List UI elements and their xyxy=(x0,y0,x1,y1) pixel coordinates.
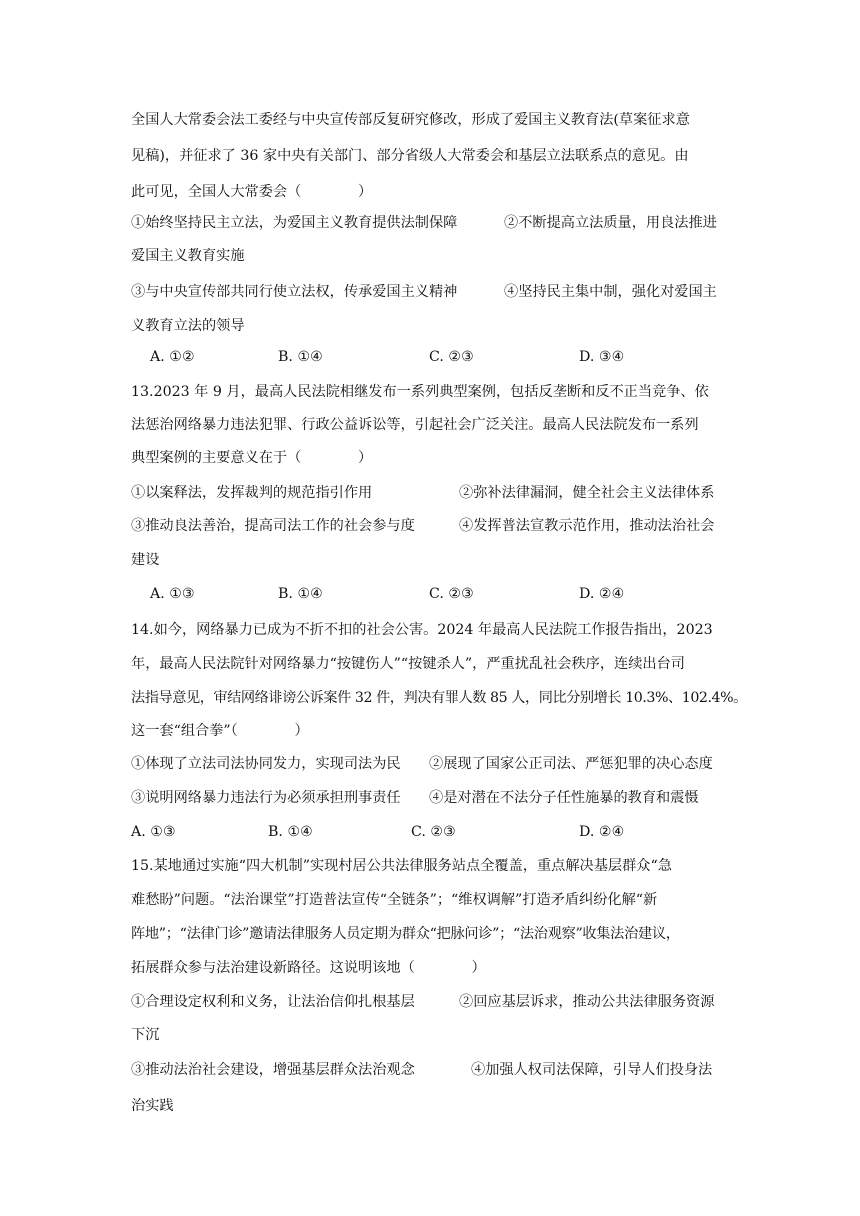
q13-option-a: A. ①③ xyxy=(150,586,195,602)
q15-statement-3: ③推动法治社会建设，增强基层群众法治观念 xyxy=(131,1062,415,1078)
q14-option-b: B. ①④ xyxy=(268,824,313,840)
q13-option-b: B. ①④ xyxy=(278,586,323,602)
q12-stem-line: 全国人大常委会法工委经与中央宣传部反复研究修改，形成了爱国主义教育法(草案征求意 xyxy=(131,112,690,128)
q14-option-c: C. ②③ xyxy=(411,824,456,840)
q14-option-d: D. ②④ xyxy=(579,824,625,840)
q12-statement-4: ④坚持民主集中制，强化对爱国主 xyxy=(504,284,717,300)
q14-stem-line: 这一套“组合拳”（ ） xyxy=(131,723,309,739)
q13-statement-1: ①以案释法，发挥裁判的规范指引作用 xyxy=(131,485,373,501)
q15-statement-2-cont: 下沉 xyxy=(131,1027,160,1043)
q12-option-c: C. ②③ xyxy=(429,349,474,365)
q13-statement-2: ②弥补法律漏洞，健全社会主义法律体系 xyxy=(459,485,715,501)
q13-statement-4-cont: 建设 xyxy=(131,552,160,568)
q15-stem-line: 阵地”；“法律门诊”邀请法律服务人员定期为群众“把脉问诊”；“法治观察”收集法治建议， xyxy=(131,926,680,942)
q15-statement-2: ②回应基层诉求，推动公共法律服务资源 xyxy=(459,994,715,1010)
q13-stem-line: 典型案例的主要意义在于（ ） xyxy=(131,450,373,466)
q13-statement-3: ③推动良法善治，提高司法工作的社会参与度 xyxy=(131,518,415,534)
q12-statement-2: ②不断提高立法质量，用良法推进 xyxy=(504,215,717,231)
q12-stem-line: 此可见，全国人大常委会（ ） xyxy=(131,184,373,200)
q12-option-a: A. ①② xyxy=(150,349,195,365)
q15-statement-1: ①合理设定权利和义务，让法治信仰扎根基层 xyxy=(131,994,415,1010)
q13-option-d: D. ②④ xyxy=(579,586,625,602)
q12-statement-2-cont: 爱国主义教育实施 xyxy=(131,248,245,264)
q14-statement-4: ④是对潜在不法分子任性施暴的教育和震慑 xyxy=(429,790,699,806)
q12-statement-3: ③与中央宣传部共同行使立法权，传承爱国主义精神 xyxy=(131,284,458,300)
q15-statement-4-cont: 治实践 xyxy=(131,1098,174,1114)
q14-stem-line: 年，最高人民法院针对网络暴力“按键伤人”“按键杀人”，严重扰乱社会秩序，连续出台司 xyxy=(131,656,685,672)
q12-option-d: D. ③④ xyxy=(579,349,625,365)
q12-statement-1: ①始终坚持民主立法，为爱国主义教育提供法制保障 xyxy=(131,215,458,231)
q15-statement-4: ④加强人权司法保障，引导人们投身法 xyxy=(471,1062,713,1078)
q13-stem-line: 13.2023 年 9 月，最高人民法院相继发布一系列典型案例，包括反垄断和反不正当竞争、依 xyxy=(131,384,709,400)
q12-option-b: B. ①④ xyxy=(278,349,323,365)
q13-stem-line: 法惩治网络暴力违法犯罪、行政公益诉讼等，引起社会广泛关注。最高人民法院发布一系列 xyxy=(131,417,699,433)
q14-statement-2: ②展现了国家公正司法、严惩犯罪的决心态度 xyxy=(429,756,713,772)
q15-stem-line: 难愁盼”问题。“法治课堂”打造普法宣传“全链条”；“维权调解”打造矛盾纠纷化解“新 xyxy=(131,892,658,908)
q15-stem-line: 拓展群众参与法治建设新路径。这说明该地（ ） xyxy=(131,960,486,976)
q15-stem-line: 15.某地通过实施“四大机制”实现村居公共法律服务站点全覆盖，重点解决基层群众“急 xyxy=(131,858,672,874)
q12-stem-line: 见稿)，并征求了 36 家中央有关部门、部分省级人大常委会和基层立法联系点的意见。由 xyxy=(131,148,689,164)
q13-option-c: C. ②③ xyxy=(429,586,474,602)
q14-stem-line: 法指导意见，审结网络诽谤公诉案件 32 件，判决有罪人数 85 人，同比分别增长 10.3%、102.4%。 xyxy=(131,690,747,706)
q12-statement-4-cont: 义教育立法的领导 xyxy=(131,318,245,334)
q14-statement-1: ①体现了立法司法协同发力，实现司法为民 xyxy=(131,756,401,772)
q13-statement-4: ④发挥普法宣教示范作用，推动法治社会 xyxy=(459,518,715,534)
q14-stem-line: 14.如今，网络暴力已成为不折不扣的社会公害。2024 年最高人民法院工作报告指出，2023 xyxy=(131,622,713,638)
q14-option-a: A. ①③ xyxy=(131,824,176,840)
q14-statement-3: ③说明网络暴力违法行为必须承担刑事责任 xyxy=(131,790,401,806)
